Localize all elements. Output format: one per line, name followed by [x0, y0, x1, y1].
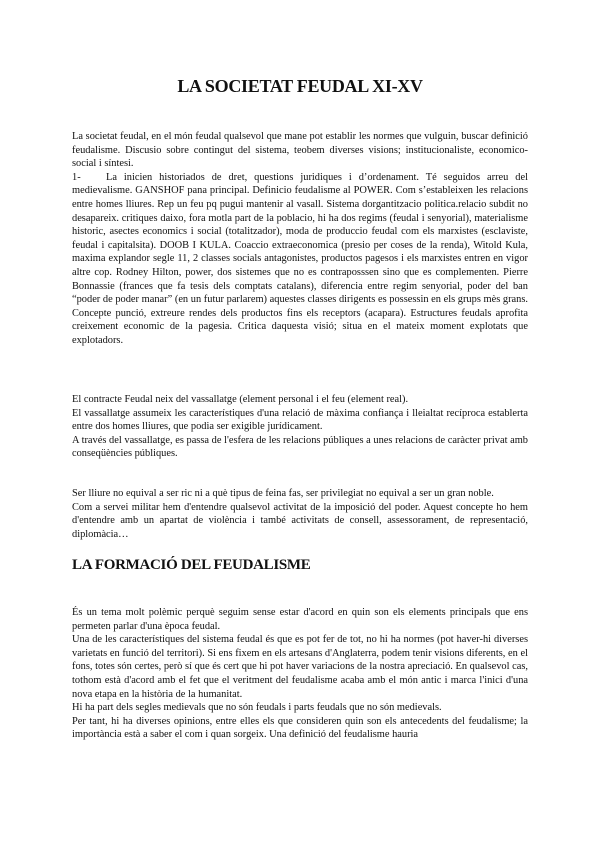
intro-paragraph: La societat feudal, en el món feudal qualsevol que mane pot establir les normes que vulguin, buscar definició feudalisme. Discusio sobre contingut del sistema, teobem diverses visions; institucionaliste, economico-social i síntesi.	[72, 131, 528, 170]
paragraph: El vassallatge assumeix les característiques d'una relació de màxima confiança i lleialtat recíproca establerta entre dos homes lliures, que podia ser exigible jurídicament.	[72, 407, 528, 433]
section-heading: LA FORMACIÓ DEL FEUDALISME	[72, 557, 311, 573]
paragraph: És un tema molt polèmic perquè seguim sense estar d'acord en quin son els elements principals que ens permeten parlar d'una època feudal.	[72, 607, 528, 632]
page-title: LA SOCIETAT FEUDAL XI-XV	[177, 76, 423, 96]
paragraph: Ser lliure no equival a ser ric ni a què tipus de feina fas, ser privilegiat no equival a ser un gran noble.	[72, 488, 494, 499]
intro-block	[72, 130, 528, 348]
paragraph: A través del vassallatge, es passa de l'esfera de les relacions públiques a unes relacions de caràcter privat amb conseqüències públiques.	[72, 434, 528, 460]
paragraph: Una de les característiques del sistema feudal és que es pot fer de tot, no hi ha normes (pot haver-hi diverses varietats en funció del territori). Si ens fixem en els artesans d'Anglaterra, podem tenir visions diferents, en el fons, totes són certes, però sí que és cert que hi pot haver variacions de la nostra apreciació. En qualsevol cas, tothom està d'acord amb el fet que el veritment del feudalisme acaba amb el món antic i marca l'inici d'una nova etapa en la història de la humanitat.	[72, 634, 528, 700]
formacio-block	[72, 606, 528, 742]
numbered-paragraph	[72, 171, 528, 348]
paragraph: Com a servei militar hem d'entendre qualsevol activitat de la imposició del poder. Aquest concepte ho hem d'entendre amb un apartat de violència i també activitats de consell, assessorament, de representació, diplomàcia…	[72, 501, 528, 540]
list-number: 1-	[72, 171, 81, 183]
paragraph: Per tant, hi ha diverses opinions, entre elles els que consideren quin son els antecedents del feudalisme; la importància està a saber el com i quan sorgeix. Una definició del feudalisme hauria	[72, 715, 528, 741]
paragraph: Hi ha part dels segles medievals que no són feudals i parts feudals que no són medievals.	[72, 702, 442, 714]
vassalatge-block	[72, 393, 528, 461]
lliure-block	[72, 487, 528, 541]
numbered-paragraph-text: La inicien historiados de dret, questions juridiques i d’ordenament. Té seguidos arreu del medievalisme. GANSHOF pana principal. Definicio feudalisme al POWER. Com s’estableixen les relacions entre homes lliures. Rep un feu pq pugui mantenir al vasall. Sistema dorgantitzacio politica.relacio subdit no desapareix. critiques daixo, fora motla part de la poblacio, hi ha dos regims (feudal i senyorial), materialisme historic, asectes economics i social (totalitzador), moda de produccio feudal com els marxistes (esclaviste, feudal i capitalsita). DOOB I KULA. Coaccio extraeconomica (presio per coses de la renda), Witold Kula, maxima explandor segle 11, 2 classes socials antagonistes, productos pagesos i els marxistes entren en vigor altre cop. Rodney Hilton, power, dos sistemes que no es contraposssen sino que es complementen. Pierre Bonnassie (frances que fa tesis dels comptats catalans), diferencia entre regim senyorial, poder del ban “poder de poder manar” (en un futur parlarem) aquestes classes dirigents es possessin en els grups mès grans. Concepte punció, extreure rendes dels productos fins els receptors (acapara). Estructures feudals aprofita creixement economic de la pagesia. Critica daquesta visió; situa en el mateix moment explotats que explotadors.	[72, 171, 528, 346]
paragraph: El contracte Feudal neix del vassallatge (element personal i el feu (element real).	[72, 394, 409, 405]
